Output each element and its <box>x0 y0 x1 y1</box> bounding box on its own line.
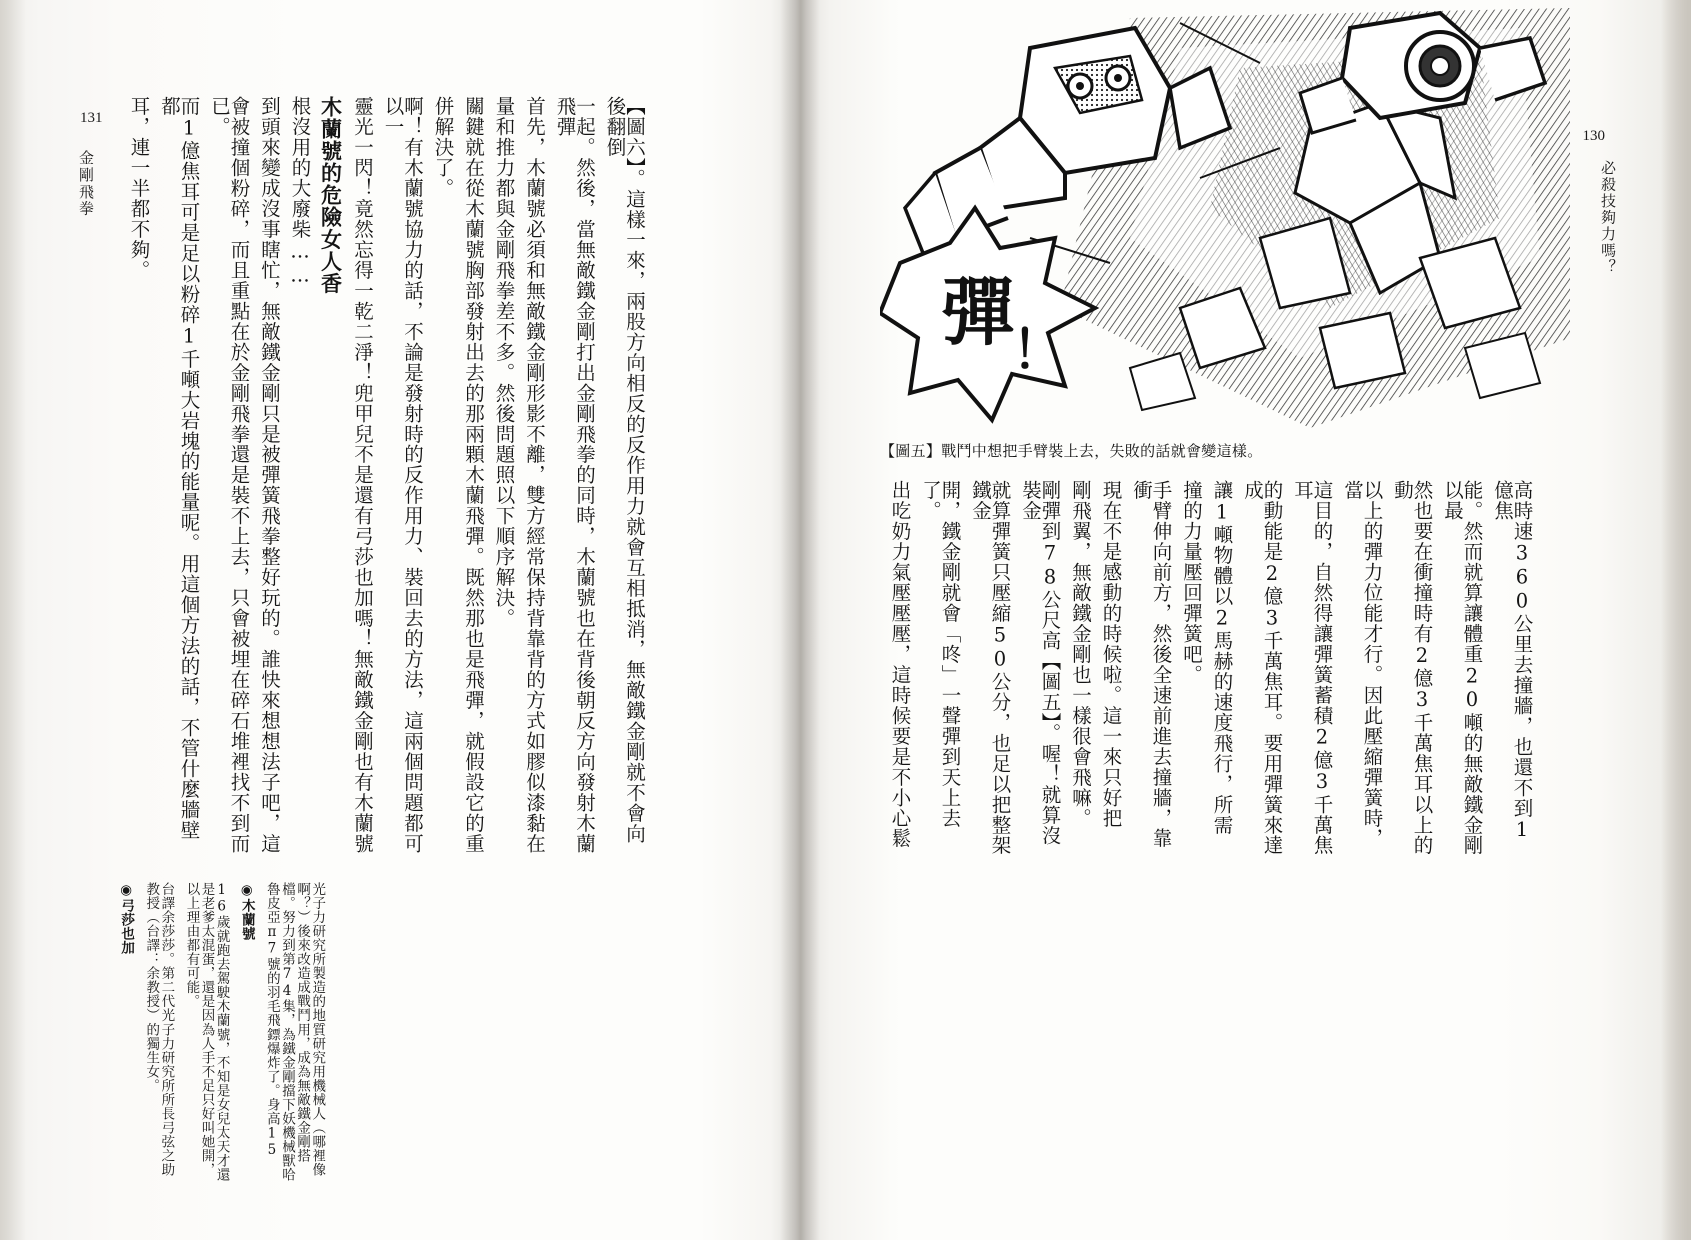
text-column: 就算彈簧只壓縮50公分，也足以把整架鐵金 <box>969 480 1012 856</box>
text-column: 會被撞個粉碎，而且重點在於金剛飛拳還是裝不上去，只會被埋在碎石堆裡找不到而已。 <box>208 96 251 854</box>
text-column: 併解決了。 <box>431 96 455 199</box>
text-column: 能。然而就算讓體重20噸的無敵鐵金剛以最 <box>1441 480 1484 856</box>
text-column: 以上的彈力位能才行。因此壓縮彈簧時，當 <box>1341 480 1384 849</box>
text-column: 到頭來變成沒事瞎忙，無敵鐵金剛只是被彈簧飛拳整好玩的。誰快來想想法子吧，這 <box>258 96 281 854</box>
text-column: 然也要在衝撞時有2億3千萬焦耳以上的動 <box>1391 480 1434 856</box>
text-column: 手臂伸向前方，然後全速前進去撞牆，靠衝 <box>1130 480 1173 849</box>
text-column: 關鍵就在從木蘭號胸部發射出去的那兩顆木蘭飛彈。既然那也是飛彈，就假設它的重 <box>462 96 485 854</box>
text-column: 剛飛翼，無敵鐵金剛也一樣很會飛嘛。 <box>1069 480 1092 829</box>
text-column: 耳，連一半都不夠。 <box>127 96 151 281</box>
note-text: 光子力研究所製造的地質研究用機械人（哪裡像啊？）後來改造成戰鬥用，成為無敵鐵金剛搭檔。努力到第74集，為鐵金剛擋下妖機械獸哈魯皮亞π7號的羽毛飛鏢爆炸了。身高15 <box>263 882 326 1182</box>
manga-panel-svg <box>880 8 1570 433</box>
text-column: 讓1噸物體以2馬赫的速度飛行，所需 <box>1210 480 1234 836</box>
text-column: 高時速360公里去撞牆，也還不到1億焦 <box>1491 480 1534 843</box>
note-text: 16歲就跑去駕駛木蘭號，不知是女兒太天才還是老爹太混蛋，還是因為人手不足只好叫她開，以上理由都有可能。 <box>183 882 230 1182</box>
page-number-left: 131 <box>80 110 103 126</box>
text-column: 的動能是2億3千萬焦耳。要用彈簧來達成 <box>1241 480 1284 856</box>
text-column: 而1億焦耳可是足以粉碎1千噸大岩塊的能量呢。用這個方法的話，不管什麼牆壁都 <box>158 96 201 841</box>
text-column: 現在不是感動的時候啦。這一來只好把 <box>1099 480 1123 829</box>
text-column: 量和推力都與金剛飛拳差不多。然後問題照以下順序解決。 <box>492 96 516 629</box>
running-head-right: 必殺技夠力嗎？ <box>1599 160 1617 276</box>
figure-caption: 【圖五】戰鬥中想把手臂裝上去，失敗的話就會變這樣。 <box>880 442 1263 460</box>
text-column: 出吃奶力氣壓壓壓，這時候要是不小心鬆 <box>888 480 912 849</box>
note-text: 台譯余莎莎。第二代光子力研究所所長弓弦之助教授（台譯：余教授）的獨生女。 <box>143 882 175 1177</box>
text-column: 開，鐵金剛就會「咚」一聲彈到天上去了。 <box>919 480 962 829</box>
text-column: 一起。然後，當無敵鐵金剛打出金剛飛拳的同時，木蘭號也在背後朝反方向發射木蘭飛彈 <box>553 96 596 854</box>
text-column: 靈光一閃！竟然忘得一乾二淨！兜甲兒不是還有弓莎也加嗎！無敵鐵金剛也有木蘭號 <box>351 96 374 854</box>
text-column: 這目的，自然得讓彈簧蓄積2億3千萬焦耳 <box>1291 480 1334 856</box>
book-gutter-shadow <box>780 0 820 1240</box>
text-column: 根沒用的大廢柴…… <box>288 96 312 288</box>
left-page <box>26 0 786 1240</box>
text-column: 首先，木蘭號必須和無敵鐵金剛形影不離，雙方經常保持背靠背的方式如膠似漆黏在 <box>523 96 546 854</box>
text-column: 撞的力量壓回彈簧吧。 <box>1180 480 1203 685</box>
text-column: 【圖六】。這樣一來，兩股方向相反的反作用力就會互相抵消，無敵鐵金剛就不會向後翻倒 <box>603 96 646 844</box>
running-head-left: 金剛飛拳 <box>77 150 95 218</box>
left-page-body <box>118 96 768 856</box>
text-column: 啊！有木蘭號協力的話，不論是發射時的反作用力、裝回去的方法，這兩個問題都可以一 <box>381 96 424 854</box>
section-heading: 木蘭號的危險女人香 <box>318 96 344 295</box>
text-column: 剛彈到78公尺高【圖五】。喔！就算沒裝金 <box>1019 480 1062 846</box>
note-heading: ◉木蘭號 <box>238 882 255 941</box>
right-page-body <box>879 480 1569 860</box>
figure-illustration <box>880 8 1570 433</box>
note-heading: ◉弓莎也加 <box>118 882 135 955</box>
right-page <box>820 0 1665 1240</box>
page-number-right: 130 <box>1582 128 1605 144</box>
svg-text:！: ！ <box>1011 320 1065 381</box>
svg-text:彈: 彈 <box>941 270 1015 356</box>
left-page-sidenotes <box>108 882 768 1182</box>
